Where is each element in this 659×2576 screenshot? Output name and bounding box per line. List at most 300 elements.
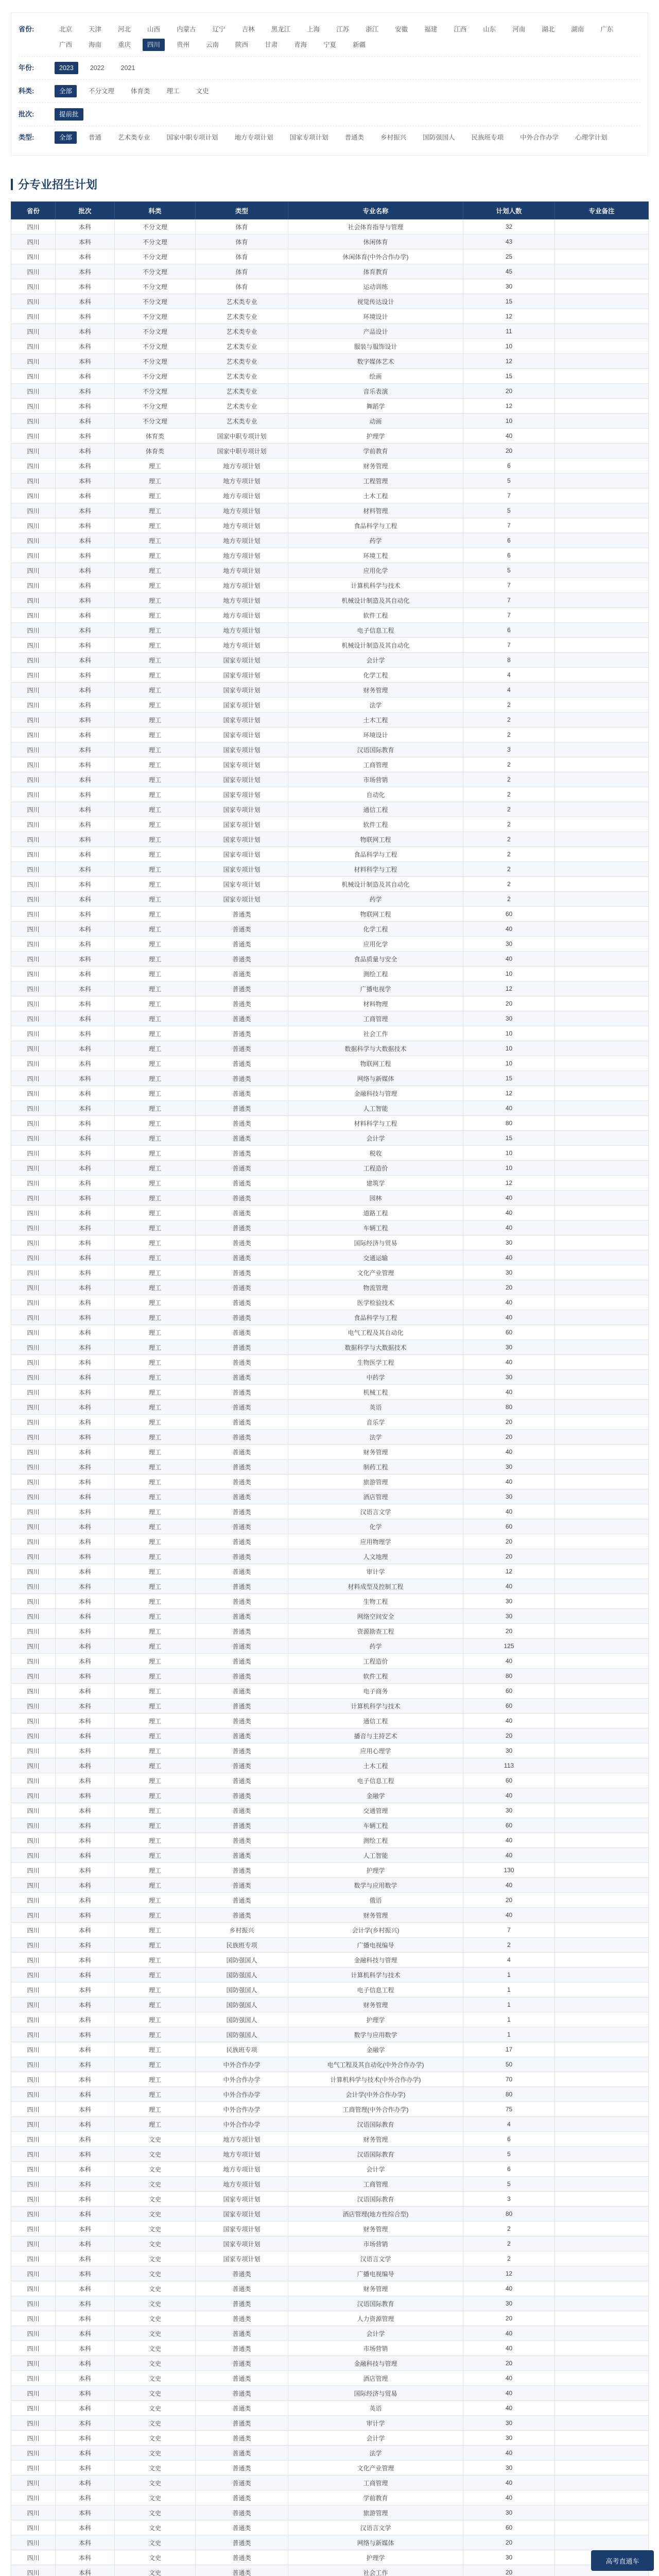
table-cell: 30 [463,1743,555,1758]
table-cell [555,324,649,339]
table-cell: 本科 [56,1997,115,2012]
table-cell: 113 [463,1758,555,1773]
table-cell: 本科 [56,1161,115,1176]
table-cell: 本科 [56,1116,115,1131]
table-cell: 四川 [11,1863,56,1878]
filter-option-type[interactable]: 地方专项计划 [234,134,273,141]
table-cell: 40 [463,1908,555,1923]
table-cell: 20 [463,2356,555,2371]
table-cell: 中外合作办学 [196,2057,288,2072]
table-cell: 环境设计 [288,727,463,742]
filter-options-batch [55,108,640,121]
table-cell: 本科 [56,578,115,593]
table-cell: 视觉传达设计 [288,294,463,309]
filter-option-year[interactable]: 2021 [120,64,135,72]
table-cell: 4 [463,683,555,698]
table-row [11,444,649,459]
filter-option-province[interactable]: 宁夏 [323,41,337,48]
table-cell: 理工 [115,1579,196,1594]
filter-option-type[interactable]: 普通 [89,134,102,141]
table-cell [555,578,649,593]
table-cell: 本科 [56,907,115,922]
table-cell: 不分文理 [115,294,196,309]
filter-option-type[interactable]: 国防强国人 [423,134,455,141]
table-cell: 理工 [115,742,196,757]
table-cell: 电子信息工程 [288,1773,463,1788]
table-cell [555,2356,649,2371]
table-cell [555,2326,649,2341]
table-cell: 理工 [115,2012,196,2027]
table-cell: 80 [463,1400,555,1415]
table-cell: 地方专项计划 [196,518,288,533]
table-cell: 30 [463,1370,555,1385]
filter-option-province[interactable]: 甘肃 [265,41,278,48]
table-row [11,1669,649,1684]
table-cell: 50 [463,2057,555,2072]
table-row [11,1295,649,1310]
table-cell: 理工 [115,1878,196,1893]
table-cell: 资源勘查工程 [288,1624,463,1639]
table-cell: 工商管理(中外合作办学) [288,2102,463,2117]
filter-option-province[interactable]: 河北 [118,26,131,33]
table-cell: 普通类 [196,2356,288,2371]
filter-option-subject[interactable]: 体育类 [131,88,150,95]
table-cell: 审计学 [288,1564,463,1579]
table-cell: 本科 [56,2326,115,2341]
table-cell: 20 [463,2535,555,2550]
table-cell: 2 [463,757,555,772]
table-cell: 理工 [115,937,196,952]
table-cell: 国家专项计划 [196,727,288,742]
filter-option-province[interactable]: 天津 [89,26,102,33]
table-cell: 40 [463,2446,555,2461]
table-cell [555,608,649,623]
table-cell [555,1684,649,1699]
table-cell [555,1295,649,1310]
table-cell: 6 [463,459,555,473]
table-cell: 理工 [115,1086,196,1101]
table-cell [555,2222,649,2236]
table-cell: 普通类 [196,2431,288,2446]
table-cell: 理工 [115,877,196,892]
table-cell: 12 [463,1564,555,1579]
table-cell: 本科 [56,2446,115,2461]
table-cell [555,1146,649,1161]
filter-option-province[interactable]: 江苏 [336,26,350,33]
table-cell: 本科 [56,234,115,249]
table-row [11,1534,649,1549]
table-cell: 本科 [56,698,115,713]
table-cell: 服装与服饰设计 [288,339,463,354]
filter-option-type[interactable]: 心理学计划 [575,134,608,141]
table-cell: 机械工程 [288,1385,463,1400]
table-cell: 英语 [288,1400,463,1415]
table-cell: 四川 [11,1549,56,1564]
table-cell: 理工 [115,967,196,981]
table-cell: 休闲体育 [288,234,463,249]
table-cell: 工商管理 [288,1011,463,1026]
table-cell: 体育 [196,219,288,234]
table-cell: 6 [463,2132,555,2147]
table-cell: 四川 [11,533,56,548]
table-cell [555,967,649,981]
filter-label-subject: 科类: [19,87,34,95]
table-cell: 70 [463,2072,555,2087]
table-cell: 四川 [11,1923,56,1938]
column-header: 省份 [11,202,56,219]
table-cell: 普通类 [196,1534,288,1549]
table-cell: 四川 [11,2505,56,2520]
table-row [11,1221,649,1235]
table-row [11,294,649,309]
filter-option-province[interactable]: 浙江 [366,26,379,33]
table-row [11,727,649,742]
filter-option-year[interactable]: 2022 [90,64,105,72]
table-cell: 四川 [11,967,56,981]
table-cell: 12 [463,981,555,996]
table-cell: 四川 [11,1071,56,1086]
table-cell: 四川 [11,2057,56,2072]
table-cell: 本科 [56,996,115,1011]
table-row [11,1953,649,1968]
table-cell: 本科 [56,638,115,653]
table-cell: 普通类 [196,1848,288,1863]
table-row [11,1654,649,1669]
table-row [11,1370,649,1385]
table-cell: 2 [463,862,555,877]
table-cell: 30 [463,2296,555,2311]
table-cell: 40 [463,1206,555,1221]
filter-option-type[interactable]: 乡村振兴 [380,134,407,141]
table-cell: 四川 [11,384,56,399]
table-cell: 人力资源管理 [288,2311,463,2326]
table-cell: 旅游管理 [288,2505,463,2520]
filter-option-province[interactable]: 广东 [600,26,614,33]
table-cell [555,1848,649,1863]
table-cell: 四川 [11,1534,56,1549]
table-cell: 普通类 [196,2296,288,2311]
table-cell: 本科 [56,981,115,996]
table-cell: 广播电视编导 [288,1938,463,1953]
table-cell: 60 [463,1684,555,1699]
table-cell: 四川 [11,1026,56,1041]
table-cell: 理工 [115,1863,196,1878]
table-cell: 理工 [115,1594,196,1609]
table-cell: 40 [463,2386,555,2401]
table-cell: 本科 [56,683,115,698]
filter-option-province[interactable]: 上海 [307,26,320,33]
table-cell: 四川 [11,2565,56,2576]
filter-option-province[interactable]: 广西 [59,41,73,48]
table-cell: 本科 [56,832,115,847]
filter-option-province[interactable]: 江西 [454,26,467,33]
table-cell: 本科 [56,1594,115,1609]
table-cell: 四川 [11,653,56,668]
table-cell: 理工 [115,892,196,907]
table-row [11,967,649,981]
table-cell: 网络与新媒体 [288,1071,463,1086]
table-cell: 普通类 [196,907,288,922]
filter-option-subject[interactable]: 理工 [166,88,180,95]
table-cell [555,937,649,952]
table-row [11,1579,649,1594]
filter-option-province[interactable]: 山西 [147,26,161,33]
table-cell: 四川 [11,1818,56,1833]
table-cell: 20 [463,1534,555,1549]
table-cell: 食品科学与工程 [288,1310,463,1325]
table-cell: 本科 [56,1340,115,1355]
table-cell: 本科 [56,2072,115,2087]
table-cell [555,294,649,309]
table-cell: 本科 [56,668,115,683]
table-cell: 40 [463,1833,555,1848]
table-row [11,219,649,234]
table-cell: 2 [463,847,555,862]
table-row [11,1639,649,1654]
table-cell [555,1878,649,1893]
table-cell: 理工 [115,2072,196,2087]
table-cell [555,2177,649,2192]
filter-option-type[interactable]: 全部 [55,131,77,144]
table-row [11,832,649,847]
table-cell: 本科 [56,1519,115,1534]
filter-option-province[interactable]: 河南 [512,26,526,33]
filter-option-batch[interactable]: 提前批 [55,108,83,121]
table-cell: 理工 [115,653,196,668]
column-header: 批次 [56,202,115,219]
table-cell: 普通类 [196,1191,288,1206]
filter-option-province[interactable]: 青海 [294,41,307,48]
table-cell: 本科 [56,324,115,339]
table-cell: 本科 [56,399,115,414]
filter-options-type [55,131,640,144]
table-cell [555,1624,649,1639]
table-cell: 电气工程及其自动化(中外合作办学) [288,2057,463,2072]
table-cell: 普通类 [196,1579,288,1594]
table-cell [555,638,649,653]
table-cell: 普通类 [196,1310,288,1325]
table-cell: 艺术类专业 [196,369,288,384]
table-row [11,339,649,354]
table-row [11,473,649,488]
table-cell: 本科 [56,1265,115,1280]
table-cell [555,1534,649,1549]
table-cell: 四川 [11,548,56,563]
table-cell [555,533,649,548]
table-cell: 普通类 [196,2565,288,2576]
table-cell [555,1773,649,1788]
table-row [11,772,649,787]
table-cell [555,698,649,713]
table-cell: 普通类 [196,2401,288,2416]
table-cell: 文史 [115,2177,196,2192]
table-cell: 财务管理 [288,459,463,473]
table-row [11,877,649,892]
table-cell [555,2102,649,2117]
filter-option-province[interactable]: 湖北 [542,26,555,33]
table-cell [555,1370,649,1385]
table-row [11,1280,649,1295]
table-cell [555,2505,649,2520]
filter-option-province[interactable]: 海南 [89,41,102,48]
table-cell: 普通类 [196,1758,288,1773]
filter-option-subject[interactable]: 文史 [196,88,209,95]
table-cell: 本科 [56,2027,115,2042]
table-cell [555,2087,649,2102]
table-cell: 普通类 [196,1071,288,1086]
table-cell [555,2296,649,2311]
table-cell: 30 [463,937,555,952]
filter-option-province[interactable]: 云南 [206,41,219,48]
table-row [11,533,649,548]
table-cell: 40 [463,1355,555,1370]
table-row [11,593,649,608]
table-cell [555,2236,649,2251]
table-cell: 普通类 [196,2311,288,2326]
table-cell: 财务管理 [288,1908,463,1923]
filter-option-province[interactable]: 辽宁 [212,26,226,33]
filter-option-province[interactable]: 山东 [483,26,496,33]
table-cell: 本科 [56,757,115,772]
table-cell: 社会工作 [288,1026,463,1041]
filter-option-province[interactable]: 福建 [424,26,438,33]
table-cell: 本科 [56,772,115,787]
table-cell: 四川 [11,952,56,967]
table-cell: 理工 [115,1519,196,1534]
table-cell: 本科 [56,1908,115,1923]
filter-option-province[interactable]: 重庆 [118,41,131,48]
table-cell: 英语 [288,2401,463,2416]
table-cell: 四川 [11,2147,56,2162]
filter-option-subject[interactable]: 不分文理 [89,88,115,95]
filter-option-type[interactable]: 中外合作办学 [520,134,559,141]
filter-option-type[interactable]: 民族班专项 [471,134,504,141]
table-cell [555,1579,649,1594]
table-cell: 本科 [56,354,115,369]
table-cell: 40 [463,1579,555,1594]
table-cell: 30 [463,1803,555,1818]
table-row [11,399,649,414]
filter-option-province[interactable]: 北京 [59,26,73,33]
filter-option-type[interactable]: 国家专项计划 [289,134,328,141]
table-cell: 四川 [11,2311,56,2326]
filter-option-province[interactable]: 湖南 [571,26,584,33]
filter-option-province[interactable]: 新疆 [353,41,366,48]
filter-option-year[interactable]: 2023 [55,62,78,74]
table-cell: 理工 [115,1654,196,1669]
table-cell [555,1863,649,1878]
table-cell: 国家专项计划 [196,757,288,772]
table-row [11,787,649,802]
filter-option-type[interactable]: 国家中职专项计划 [166,134,218,141]
table-cell: 国家专项计划 [196,877,288,892]
table-cell: 本科 [56,2207,115,2222]
table-row [11,2431,649,2446]
table-cell: 电气工程及其自动化 [288,1325,463,1340]
table-cell [555,1101,649,1116]
filter-option-province[interactable]: 陕西 [235,41,249,48]
table-cell: 本科 [56,1370,115,1385]
filter-option-province[interactable]: 吉林 [241,26,255,33]
table-cell: 45 [463,264,555,279]
table-cell [555,2341,649,2356]
table-row [11,1504,649,1519]
table-cell: 四川 [11,922,56,937]
table-cell: 40 [463,1445,555,1460]
table-row [11,2476,649,2490]
table-cell: 5 [463,473,555,488]
table-cell: 酒店管理 [288,2371,463,2386]
gaokao-express-button[interactable]: 高考直通车 [591,2550,654,2571]
table-cell: 四川 [11,772,56,787]
table-row [11,1549,649,1564]
table-cell: 四川 [11,1624,56,1639]
table-cell: 制药工程 [288,1460,463,1475]
table-cell: 本科 [56,503,115,518]
table-cell [555,847,649,862]
filter-option-province[interactable]: 黑龙江 [271,26,291,33]
table-row [11,1564,649,1579]
table-cell: 普通类 [196,1340,288,1355]
table-cell: 本科 [56,877,115,892]
filter-option-province[interactable]: 内蒙古 [177,26,196,33]
table-cell: 四川 [11,1280,56,1295]
table-cell: 四川 [11,2266,56,2281]
filter-option-subject[interactable]: 全部 [55,85,77,97]
table-row [11,1489,649,1504]
table-cell: 俄语 [288,1893,463,1908]
table-cell: 本科 [56,1385,115,1400]
table-cell: 四川 [11,518,56,533]
table-cell: 计算机科学与技术(中外合作办学) [288,2072,463,2087]
table-cell: 本科 [56,1938,115,1953]
table-cell: 艺术类专业 [196,414,288,429]
table-cell: 普通类 [196,1445,288,1460]
table-cell: 文史 [115,2341,196,2356]
filter-option-province[interactable]: 四川 [143,39,165,51]
table-cell: 四川 [11,2296,56,2311]
table-cell: 理工 [115,907,196,922]
table-cell: 四川 [11,1325,56,1340]
table-cell: 四川 [11,1400,56,1415]
table-cell: 地方专项计划 [196,533,288,548]
table-cell: 汉语国际教育 [288,2117,463,2132]
table-cell [555,1041,649,1056]
table-cell: 汉语言文学 [288,2251,463,2266]
filter-option-province[interactable]: 安徽 [395,26,408,33]
table-cell: 本科 [56,2341,115,2356]
filter-option-province[interactable]: 贵州 [177,41,190,48]
filter-option-type[interactable]: 艺术类专业 [118,134,150,141]
table-cell: 不分文理 [115,324,196,339]
filter-row-type [19,126,640,149]
table-row [11,2371,649,2386]
table-row [11,2461,649,2476]
table-cell: 7 [463,488,555,503]
table-cell: 国际经济与贸易 [288,1235,463,1250]
table-cell: 40 [463,1714,555,1728]
table-cell [555,563,649,578]
table-cell: 市场营销 [288,2236,463,2251]
table-cell: 四川 [11,369,56,384]
table-cell [555,802,649,817]
table-cell: 理工 [115,1265,196,1280]
table-row [11,2401,649,2416]
filter-option-type[interactable]: 普通类 [344,134,365,141]
table-cell: 四川 [11,907,56,922]
table-cell [555,1714,649,1728]
table-cell: 本科 [56,593,115,608]
